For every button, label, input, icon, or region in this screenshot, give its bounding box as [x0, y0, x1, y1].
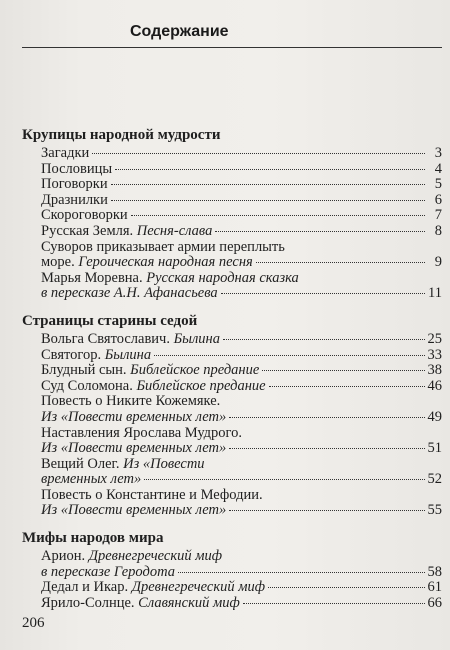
- entry-subtitle: Древнегреческий миф: [131, 579, 266, 596]
- entry-text: [41, 472, 141, 488]
- entry-page-number: 61: [427, 579, 442, 596]
- toc-line: [41, 348, 442, 364]
- dot-leader: [131, 215, 425, 216]
- entry-text: [41, 332, 220, 348]
- toc-line: [41, 410, 442, 426]
- entry-subtitle: Библейское предание: [130, 362, 260, 379]
- toc-line: [41, 596, 442, 612]
- entry-text: [41, 146, 89, 162]
- toc-line: [41, 177, 442, 193]
- toc-entry: [22, 457, 442, 488]
- toc-entry: [22, 332, 442, 348]
- entry-title: Повесть о Константине и Мефодии.: [41, 486, 263, 503]
- entry-text: [41, 457, 205, 473]
- toc-line: [41, 457, 442, 473]
- entry-subtitle: в пересказе Геродота: [41, 563, 175, 580]
- entry-text: [41, 410, 226, 426]
- entry-subtitle: временных лет»: [41, 471, 142, 488]
- entry-page-number: 55: [427, 502, 442, 519]
- entry-page-number: 3: [434, 145, 442, 161]
- entry-title: Дедал и Икар.: [41, 579, 129, 596]
- entry-title: Поговорки: [41, 176, 108, 193]
- toc-entry: [22, 549, 442, 580]
- dot-leader: [154, 355, 424, 356]
- entry-text: [41, 363, 259, 379]
- toc-line: [41, 503, 442, 519]
- entry-page-number: 46: [427, 377, 442, 394]
- dot-leader: [115, 169, 425, 170]
- entry-page-number: 49: [427, 408, 442, 425]
- entry-text: [41, 193, 108, 209]
- dot-leader: [268, 587, 424, 588]
- dot-leader: [223, 339, 425, 340]
- entry-text: [41, 426, 242, 442]
- dot-leader: [111, 200, 425, 201]
- entry-subtitle: Былина: [173, 330, 220, 347]
- entry-page-number: 52: [427, 471, 442, 488]
- entry-title: Повесть о Никите Кожемяке.: [41, 393, 221, 410]
- entry-page-number: 33: [427, 346, 442, 363]
- entry-title: Русская Земля.: [41, 222, 134, 239]
- entry-text: [41, 441, 226, 457]
- entry-text: [41, 271, 299, 287]
- toc-entry: [22, 363, 442, 379]
- toc-entry: [22, 177, 442, 193]
- toc-line: [41, 488, 442, 504]
- entry-page-number: 9: [434, 254, 442, 271]
- toc-line: [41, 255, 442, 271]
- toc-entry: [22, 580, 442, 596]
- entry-title: Дразнилки: [41, 191, 108, 208]
- entry-title: Вещий Олег.: [41, 455, 120, 472]
- entry-text: [41, 549, 222, 565]
- toc-line: [41, 379, 442, 395]
- entry-text: [41, 286, 218, 302]
- toc-line: [41, 549, 442, 565]
- section-title: Мифы народов мира: [22, 530, 164, 547]
- toc-line: [41, 332, 442, 348]
- dot-leader: [178, 572, 425, 573]
- entry-subtitle: Славянский миф: [138, 594, 240, 611]
- entry-page-number: 7: [434, 207, 442, 224]
- entry-subtitle: Из «Повести временных лет»: [41, 440, 227, 457]
- entry-title: Пословицы: [41, 160, 113, 177]
- dot-leader: [229, 448, 424, 449]
- dot-leader: [92, 153, 425, 154]
- entry-title: Суворов приказывает армии переплыть: [41, 238, 285, 255]
- page-title: Содержание: [130, 23, 229, 40]
- entry-subtitle: в пересказе А.Н. Афанасьева: [41, 285, 218, 302]
- entry-title: Загадки: [41, 145, 90, 161]
- entry-text: [41, 255, 253, 271]
- toc-line: [41, 271, 442, 287]
- toc-entry: [22, 224, 442, 240]
- toc-line: [41, 426, 442, 442]
- toc-entry: [22, 271, 442, 302]
- entry-page-number: 58: [427, 563, 442, 580]
- dot-leader: [111, 184, 425, 185]
- toc-section: [22, 312, 442, 519]
- entry-page-number: 66: [427, 594, 442, 611]
- entry-text: [41, 565, 175, 581]
- entry-page-number: 8: [434, 222, 442, 239]
- toc-entry: [22, 379, 442, 395]
- toc-entry: [22, 146, 442, 162]
- entry-page-number: 38: [427, 362, 442, 379]
- entry-text: [41, 596, 240, 612]
- toc-entry: [22, 394, 442, 425]
- toc-section: [22, 126, 442, 302]
- dot-leader: [229, 417, 424, 418]
- entry-page-number: 5: [434, 176, 442, 193]
- toc-entry: [22, 426, 442, 457]
- entry-subtitle: Былина: [104, 346, 152, 363]
- section-title: Страницы старины седой: [22, 312, 198, 329]
- toc-line: [41, 565, 442, 581]
- entry-text: [41, 379, 266, 395]
- toc-line: [41, 580, 442, 596]
- toc-line: [41, 208, 442, 224]
- entry-title: Блудный сын.: [41, 362, 127, 379]
- toc-line: [41, 224, 442, 240]
- section-title: Крупицы народной мудрости: [22, 127, 221, 143]
- entry-title: Святогор.: [41, 346, 102, 363]
- toc-entry: [22, 240, 442, 271]
- entry-text: [41, 224, 212, 240]
- toc-line: [41, 394, 442, 410]
- toc-line: [41, 240, 442, 256]
- toc-line: [41, 441, 442, 457]
- entry-title: море.: [41, 254, 75, 271]
- entry-text: [41, 394, 220, 410]
- entry-subtitle: Из «Повести временных лет»: [41, 502, 227, 519]
- entry-title: Наставления Ярослава Мудрого.: [41, 424, 242, 441]
- entry-subtitle: Песня-слава: [136, 222, 213, 239]
- entry-subtitle: Из «Повести: [123, 455, 205, 472]
- entry-title: Вольга Святославич.: [41, 330, 170, 347]
- toc-entry: [22, 596, 442, 612]
- toc-line: [41, 162, 442, 178]
- toc-line: [41, 146, 442, 162]
- entry-subtitle: Древнегреческий миф: [88, 548, 223, 565]
- entry-subtitle: Библейское предание: [136, 377, 266, 394]
- toc-line: [41, 286, 442, 302]
- entry-page-number: 6: [434, 191, 442, 208]
- page-number: 206: [22, 615, 45, 631]
- entry-text: [41, 208, 128, 224]
- entry-subtitle: Героическая народная песня: [78, 254, 253, 271]
- entry-text: [41, 348, 151, 364]
- entry-title: Арион.: [41, 548, 86, 565]
- entry-page-number: 4: [434, 160, 442, 177]
- toc-entry: [22, 348, 442, 364]
- entry-page-number: 11: [428, 285, 442, 302]
- toc-section: [22, 529, 442, 611]
- entry-text: [41, 177, 108, 193]
- entry-title: Ярило-Солнце.: [41, 594, 135, 611]
- entry-subtitle: Из «Повести временных лет»: [41, 408, 227, 425]
- toc-entry: [22, 208, 442, 224]
- dot-leader: [243, 603, 425, 604]
- dot-leader: [215, 231, 425, 232]
- dot-leader: [144, 479, 424, 480]
- entry-title: Скороговорки: [41, 207, 128, 224]
- toc-entry: [22, 162, 442, 178]
- entry-title: Марья Моревна.: [41, 269, 143, 286]
- entry-text: [41, 162, 112, 178]
- entry-text: [41, 240, 285, 256]
- toc-line: [41, 472, 442, 488]
- entry-title: Суд Соломона.: [41, 377, 133, 394]
- dot-leader: [221, 293, 425, 294]
- toc-line: [41, 193, 442, 209]
- entry-subtitle: Русская народная сказка: [146, 269, 299, 286]
- dot-leader: [256, 262, 425, 263]
- table-of-contents: [22, 126, 442, 621]
- toc-line: [41, 363, 442, 379]
- dot-leader: [229, 510, 424, 511]
- entry-text: [41, 488, 263, 504]
- toc-entry: [22, 193, 442, 209]
- dot-leader: [262, 370, 424, 371]
- toc-entry: [22, 488, 442, 519]
- entry-page-number: 25: [427, 330, 442, 347]
- entry-text: [41, 503, 226, 519]
- dot-leader: [269, 386, 425, 387]
- header-rule: [22, 47, 442, 48]
- entry-text: [41, 580, 265, 596]
- page-header: [22, 23, 442, 59]
- entry-page-number: 51: [427, 440, 442, 457]
